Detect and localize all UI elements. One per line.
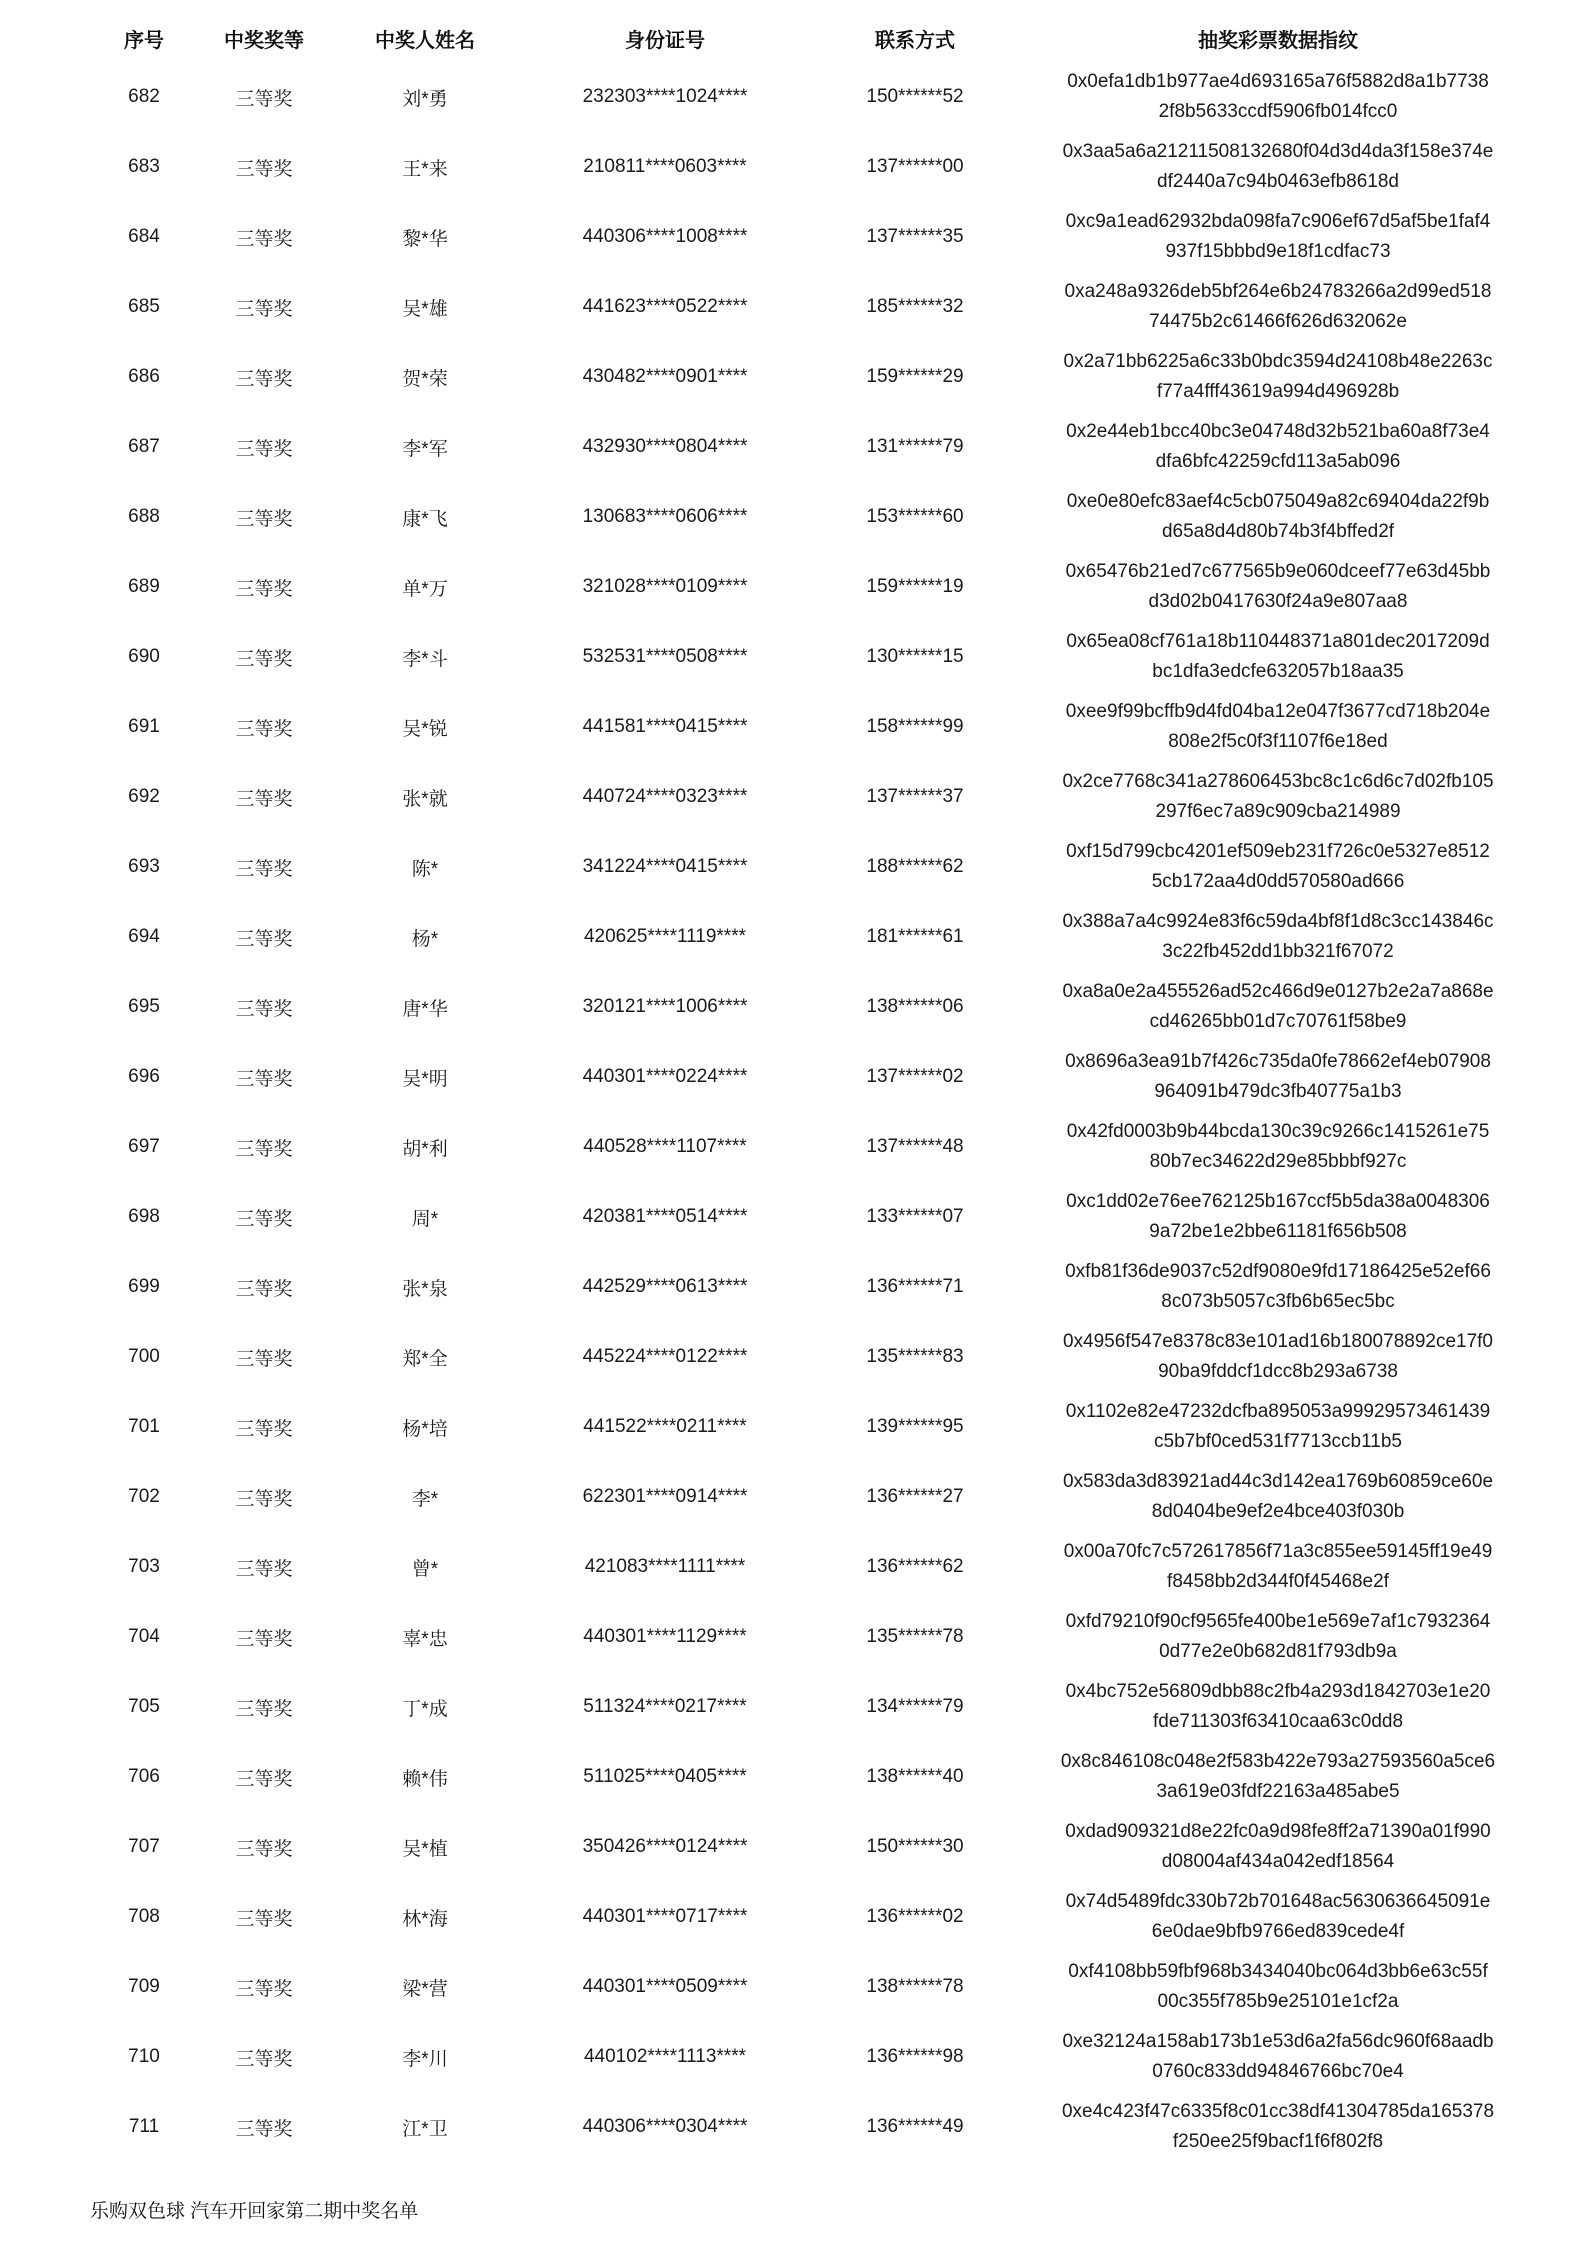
fingerprint-line1: 0x74d5489fdc330b72b701648ac5630636645091e	[1065, 1891, 1491, 1912]
cell-phone: 185******32	[866, 296, 964, 317]
cell-phone: 137******48	[866, 1136, 964, 1157]
cell-prize-tier: 三等奖	[235, 2048, 293, 2070]
cell-ticket-fingerprint	[1040, 762, 1516, 832]
cell-serial: 693	[128, 856, 160, 877]
cell-phone: 136******62	[866, 1556, 964, 1577]
table-row	[70, 902, 1516, 972]
table-row	[70, 1042, 1516, 1112]
cell-winner-name: 吴*植	[402, 1838, 448, 1860]
cell-phone: 137******37	[866, 786, 964, 807]
cell-ticket-fingerprint	[1040, 2092, 1516, 2162]
cell-prize-tier: 三等奖	[235, 1908, 293, 1930]
cell-serial: 707	[128, 1836, 160, 1857]
column-header-prize-tier: 中奖奖等	[224, 29, 304, 52]
table-row	[70, 342, 1516, 412]
fingerprint-line2: 0d77e2e0b682d81f793db9a	[1159, 1641, 1397, 1662]
cell-prize-tier: 三等奖	[235, 228, 293, 250]
cell-serial: 682	[128, 86, 160, 107]
cell-winner-name: 郑*全	[402, 1348, 448, 1370]
cell-serial: 701	[128, 1416, 160, 1437]
cell-serial: 710	[128, 2046, 160, 2067]
table-row	[70, 2022, 1516, 2092]
cell-winner-name: 李*川	[402, 2048, 448, 2070]
table-row	[70, 1322, 1516, 1392]
fingerprint-line1: 0x583da3d83921ad44c3d142ea1769b60859ce60e	[1062, 1471, 1494, 1492]
fingerprint-line1: 0xc1dd02e76ee762125b167ccf5b5da38a0048306	[1066, 1191, 1490, 1212]
cell-prize-tier: 三等奖	[235, 858, 293, 880]
table-row	[70, 1182, 1516, 1252]
fingerprint-line1: 0x8696a3ea91b7f426c735da0fe78662ef4eb07908	[1065, 1051, 1491, 1072]
cell-id-number: 440528****1107****	[583, 1136, 747, 1157]
table-row	[70, 692, 1516, 762]
fingerprint-line1: 0xf15d799cbc4201ef509eb231f726c0e5327e8512	[1066, 841, 1490, 862]
fingerprint-line2: c5b7bf0ced531f7713ccb11b5	[1154, 1431, 1402, 1452]
fingerprint-line1: 0xfb81f36de9037c52df9080e9fd17186425e52ef66	[1065, 1261, 1491, 1282]
cell-winner-name: 康*飞	[402, 508, 448, 530]
cell-ticket-fingerprint	[1040, 2022, 1516, 2092]
fingerprint-line1: 0x2ce7768c341a278606453bc8c1c6d6c7d02fb105	[1062, 771, 1494, 792]
cell-ticket-fingerprint	[1040, 692, 1516, 762]
cell-id-number: 321028****0109****	[582, 576, 748, 597]
table-row	[70, 1882, 1516, 1952]
fingerprint-line2: df2440a7c94b0463efb8618d	[1157, 171, 1399, 192]
fingerprint-line2: 3a619e03fdf22163a485abe5	[1156, 1781, 1400, 1802]
cell-prize-tier: 三等奖	[235, 2118, 293, 2140]
fingerprint-line2: 90ba9fddcf1dcc8b293a6738	[1158, 1361, 1398, 1382]
cell-prize-tier: 三等奖	[235, 788, 293, 810]
table-row	[70, 1112, 1516, 1182]
fingerprint-line2: 0760c833dd94846766bc70e4	[1152, 2061, 1404, 2082]
table-row	[70, 412, 1516, 482]
table-row	[70, 272, 1516, 342]
fingerprint-line1: 0xc9a1ead62932bda098fa7c906ef67d5af5be1faf4	[1065, 211, 1491, 232]
cell-serial: 702	[128, 1486, 160, 1507]
cell-phone: 135******83	[866, 1346, 964, 1367]
cell-ticket-fingerprint	[1040, 1672, 1516, 1742]
cell-serial: 695	[128, 996, 160, 1017]
table-row	[70, 622, 1516, 692]
cell-id-number: 511324****0217****	[583, 1696, 747, 1717]
cell-winner-name: 李*	[411, 1488, 439, 1510]
cell-winner-name: 江*卫	[402, 2118, 448, 2140]
cell-id-number: 232303****1024****	[582, 86, 748, 107]
cell-phone: 130******15	[866, 646, 964, 667]
cell-ticket-fingerprint	[1040, 1252, 1516, 1322]
cell-ticket-fingerprint	[1040, 972, 1516, 1042]
cell-id-number: 130683****0606****	[582, 506, 748, 527]
fingerprint-line2: f250ee25f9bacf1f6f802f8	[1172, 2131, 1384, 2152]
cell-ticket-fingerprint	[1040, 1812, 1516, 1882]
cell-ticket-fingerprint	[1040, 62, 1516, 132]
fingerprint-line1: 0x4956f547e8378c83e101ad16b180078892ce17f0	[1062, 1331, 1494, 1352]
fingerprint-line1: 0xa248a9326deb5bf264e6b24783266a2d99ed518	[1064, 281, 1492, 302]
column-header-id-number: 身份证号	[625, 29, 705, 52]
column-header-phone: 联系方式	[875, 29, 955, 52]
cell-winner-name: 梁*营	[402, 1978, 448, 2000]
cell-serial: 689	[128, 576, 160, 597]
cell-serial: 690	[128, 646, 160, 667]
cell-winner-name: 单*万	[402, 578, 448, 600]
column-header-winner-name: 中奖人姓名	[375, 29, 475, 52]
cell-prize-tier: 三等奖	[235, 1208, 293, 1230]
fingerprint-line2: 3c22fb452dd1bb321f67072	[1162, 941, 1394, 962]
cell-prize-tier: 三等奖	[235, 508, 293, 530]
cell-prize-tier: 三等奖	[235, 1488, 293, 1510]
cell-phone: 150******52	[866, 86, 964, 107]
fingerprint-line1: 0xf4108bb59fbf968b3434040bc064d3bb6e63c55f	[1068, 1961, 1488, 1982]
table-row	[70, 62, 1516, 132]
cell-serial: 711	[128, 2116, 160, 2137]
cell-ticket-fingerprint	[1040, 1322, 1516, 1392]
table-row	[70, 1392, 1516, 1462]
page-footer-caption: 乐购双色球 汽车开回家第二期中奖名单	[90, 2201, 419, 2222]
cell-phone: 136******71	[866, 1276, 964, 1297]
fingerprint-line1: 0xfd79210f90cf9565fe400be1e569e7af1c7932364	[1065, 1611, 1491, 1632]
cell-serial: 697	[128, 1136, 160, 1157]
cell-winner-name: 杨*	[411, 928, 439, 950]
fingerprint-line2: 80b7ec34622d29e85bbbf927c	[1149, 1151, 1407, 1172]
fingerprint-line1: 0x42fd0003b9b44bcda130c39c9266c1415261e75	[1066, 1121, 1490, 1142]
cell-prize-tier: 三等奖	[235, 1838, 293, 1860]
fingerprint-line1: 0x65476b21ed7c677565b9e060dceef77e63d45bb	[1065, 561, 1491, 582]
fingerprint-line2: d08004af434a042edf18564	[1161, 1851, 1395, 1872]
cell-serial: 694	[128, 926, 160, 947]
cell-prize-tier: 三等奖	[235, 928, 293, 950]
cell-winner-name: 吴*锐	[402, 718, 448, 740]
fingerprint-line1: 0x65ea08cf761a18b110448371a801dec2017209d	[1066, 631, 1490, 652]
fingerprint-line1: 0xe4c423f47c6335f8c01cc38df41304785da165378	[1061, 2101, 1495, 2122]
fingerprint-line1: 0x2a71bb6225a6c33b0bdc3594d24108b48e2263c	[1063, 351, 1493, 372]
cell-serial: 703	[128, 1556, 160, 1577]
cell-winner-name: 胡*利	[402, 1138, 448, 1160]
table-row	[70, 1602, 1516, 1672]
cell-phone: 137******00	[866, 156, 964, 177]
cell-id-number: 420381****0514****	[582, 1206, 748, 1227]
cell-phone: 136******49	[866, 2116, 964, 2137]
cell-phone: 139******95	[866, 1416, 964, 1437]
cell-id-number: 440301****1129****	[583, 1626, 747, 1647]
table-row	[70, 1672, 1516, 1742]
cell-serial: 687	[128, 436, 160, 457]
cell-serial: 698	[128, 1206, 160, 1227]
cell-winner-name: 周*	[411, 1208, 439, 1230]
fingerprint-line2: 74475b2c61466f626d632062e	[1149, 311, 1407, 332]
cell-ticket-fingerprint	[1040, 1392, 1516, 1462]
cell-winner-name: 张*就	[402, 788, 448, 810]
cell-ticket-fingerprint	[1040, 1532, 1516, 1602]
fingerprint-line1: 0xe32124a158ab173b1e53d6a2fa56dc960f68aadb	[1062, 2031, 1494, 2052]
cell-id-number: 440306****1008****	[582, 226, 748, 247]
cell-phone: 138******06	[866, 996, 964, 1017]
cell-winner-name: 黎*华	[402, 228, 448, 250]
cell-winner-name: 丁*成	[402, 1698, 448, 1720]
cell-prize-tier: 三等奖	[235, 998, 293, 1020]
fingerprint-line1: 0xe0e80efc83aef4c5cb075049a82c69404da22f9b	[1066, 491, 1490, 512]
cell-serial: 709	[128, 1976, 160, 1997]
fingerprint-line2: bc1dfa3edcfe632057b18aa35	[1152, 661, 1404, 682]
cell-winner-name: 杨*培	[402, 1418, 448, 1440]
cell-ticket-fingerprint	[1040, 552, 1516, 622]
cell-id-number: 440724****0323****	[582, 786, 748, 807]
cell-id-number: 320121****1006****	[582, 996, 748, 1017]
fingerprint-line2: 8c073b5057c3fb6b65ec5bc	[1161, 1291, 1395, 1312]
cell-winner-name: 林*海	[402, 1908, 448, 1930]
cell-winner-name: 曾*	[411, 1558, 439, 1580]
cell-prize-tier: 三等奖	[235, 438, 293, 460]
cell-ticket-fingerprint	[1040, 622, 1516, 692]
cell-ticket-fingerprint	[1040, 902, 1516, 972]
fingerprint-line2: 964091b479dc3fb40775a1b3	[1154, 1081, 1402, 1102]
cell-phone: 133******07	[866, 1206, 964, 1227]
cell-prize-tier: 三等奖	[235, 158, 293, 180]
fingerprint-line2: d3d02b0417630f24a9e807aa8	[1148, 591, 1408, 612]
cell-phone: 158******99	[866, 716, 964, 737]
fingerprint-line2: fde711303f63410caa63c0dd8	[1152, 1711, 1404, 1732]
cell-serial: 708	[128, 1906, 160, 1927]
cell-serial: 696	[128, 1066, 160, 1087]
fingerprint-line2: 808e2f5c0f3f1107f6e18ed	[1168, 731, 1388, 752]
cell-prize-tier: 三等奖	[235, 1768, 293, 1790]
cell-ticket-fingerprint	[1040, 1742, 1516, 1812]
fingerprint-line2: 00c355f785b9e25101e1cf2a	[1157, 1991, 1399, 2012]
fingerprint-line1: 0x00a70fc7c572617856f71a3c855ee59145ff19e49	[1063, 1541, 1493, 1562]
cell-serial: 691	[128, 716, 160, 737]
table-row	[70, 1812, 1516, 1882]
cell-phone: 159******19	[866, 576, 964, 597]
cell-id-number: 210811****0603****	[583, 156, 747, 177]
cell-id-number: 420625****1119****	[583, 926, 746, 947]
cell-id-number: 441623****0522****	[582, 296, 748, 317]
cell-ticket-fingerprint	[1040, 1602, 1516, 1672]
cell-prize-tier: 三等奖	[235, 578, 293, 600]
winners-table	[70, 14, 1516, 2162]
cell-prize-tier: 三等奖	[235, 1418, 293, 1440]
cell-phone: 181******61	[866, 926, 964, 947]
cell-phone: 136******02	[866, 1906, 964, 1927]
fingerprint-line2: cd46265bb01d7c70761f58be9	[1149, 1011, 1407, 1032]
cell-serial: 688	[128, 506, 160, 527]
table-row	[70, 482, 1516, 552]
table-row	[70, 1742, 1516, 1812]
cell-winner-name: 王*来	[402, 158, 448, 180]
cell-phone: 131******79	[866, 436, 964, 457]
cell-prize-tier: 三等奖	[235, 1628, 293, 1650]
cell-ticket-fingerprint	[1040, 1952, 1516, 2022]
cell-id-number: 445224****0122****	[582, 1346, 748, 1367]
table-row	[70, 972, 1516, 1042]
cell-phone: 153******60	[866, 506, 964, 527]
cell-prize-tier: 三等奖	[235, 298, 293, 320]
fingerprint-line2: f8458bb2d344f0f45468e2f	[1167, 1571, 1389, 1592]
cell-ticket-fingerprint	[1040, 1042, 1516, 1112]
cell-ticket-fingerprint	[1040, 202, 1516, 272]
cell-phone: 136******27	[866, 1486, 964, 1507]
fingerprint-line1: 0x3aa5a6a21211508132680f04d3d4da3f158e374e	[1062, 141, 1494, 162]
cell-ticket-fingerprint	[1040, 132, 1516, 202]
fingerprint-line1: 0xa8a0e2a455526ad52c466d9e0127b2e2a7a868e	[1062, 981, 1494, 1002]
cell-ticket-fingerprint	[1040, 272, 1516, 342]
cell-id-number: 511025****0405****	[583, 1766, 747, 1787]
cell-prize-tier: 三等奖	[235, 368, 293, 390]
table-header-row	[70, 14, 1516, 62]
cell-id-number: 440301****0509****	[582, 1976, 748, 1997]
column-header-serial: 序号	[124, 29, 164, 52]
table-row	[70, 202, 1516, 272]
table-row	[70, 552, 1516, 622]
cell-prize-tier: 三等奖	[235, 648, 293, 670]
fingerprint-line2: d65a8d4d80b74b3f4bffed2f	[1161, 521, 1395, 542]
cell-id-number: 440301****0717****	[582, 1906, 748, 1927]
cell-ticket-fingerprint	[1040, 832, 1516, 902]
column-header-ticket-fingerprint: 抽奖彩票数据指纹	[1198, 29, 1358, 52]
cell-id-number: 441581****0415****	[582, 716, 748, 737]
fingerprint-line1: 0x0efa1db1b977ae4d693165a76f5882d8a1b7738	[1067, 71, 1489, 92]
table-row	[70, 2092, 1516, 2162]
cell-ticket-fingerprint	[1040, 482, 1516, 552]
cell-serial: 704	[128, 1626, 160, 1647]
cell-prize-tier: 三等奖	[235, 1978, 293, 2000]
cell-serial: 685	[128, 296, 160, 317]
cell-prize-tier: 三等奖	[235, 1558, 293, 1580]
cell-prize-tier: 三等奖	[235, 718, 293, 740]
table-row	[70, 1952, 1516, 2022]
cell-ticket-fingerprint	[1040, 412, 1516, 482]
cell-winner-name: 李*斗	[402, 648, 448, 670]
cell-winner-name: 吴*雄	[402, 298, 448, 320]
fingerprint-line1: 0xdad909321d8e22fc0a9d98fe8ff2a71390a01f990	[1065, 1821, 1491, 1842]
cell-serial: 706	[128, 1766, 160, 1787]
table-row	[70, 132, 1516, 202]
cell-id-number: 432930****0804****	[582, 436, 748, 457]
cell-serial: 684	[128, 226, 160, 247]
cell-winner-name: 张*泉	[402, 1278, 448, 1300]
cell-id-number: 622301****0914****	[582, 1486, 748, 1507]
cell-id-number: 421083****1111****	[584, 1556, 746, 1577]
fingerprint-line1: 0x388a7a4c9924e83f6c59da4bf8f1d8c3cc143846c	[1062, 911, 1494, 932]
cell-serial: 700	[128, 1346, 160, 1367]
cell-winner-name: 赖*伟	[402, 1768, 448, 1790]
cell-phone: 138******40	[866, 1766, 964, 1787]
fingerprint-line2: 2f8b5633ccdf5906fb014fcc0	[1158, 101, 1398, 122]
cell-id-number: 442529****0613****	[582, 1276, 748, 1297]
cell-prize-tier: 三等奖	[235, 1698, 293, 1720]
cell-phone: 136******98	[866, 2046, 964, 2067]
cell-phone: 138******78	[866, 1976, 964, 1997]
cell-ticket-fingerprint	[1040, 1882, 1516, 1952]
cell-phone: 188******62	[866, 856, 964, 877]
cell-ticket-fingerprint	[1040, 1182, 1516, 1252]
fingerprint-line2: 8d0404be9ef2e4bce403f030b	[1151, 1501, 1405, 1522]
cell-winner-name: 唐*华	[402, 998, 448, 1020]
fingerprint-line2: dfa6bfc42259cfd113a5ab096	[1155, 451, 1401, 472]
table-row	[70, 1532, 1516, 1602]
cell-phone: 159******29	[866, 366, 964, 387]
fingerprint-line2: 297f6ec7a89c909cba214989	[1155, 801, 1401, 822]
cell-id-number: 532531****0508****	[582, 646, 748, 667]
fingerprint-line1: 0x1102e82e47232dcfba895053a99929573461439	[1065, 1401, 1491, 1422]
cell-id-number: 430482****0901****	[582, 366, 748, 387]
table-row	[70, 832, 1516, 902]
fingerprint-line1: 0x8c846108c048e2f583b422e793a27593560a5ce6	[1060, 1751, 1496, 1772]
cell-id-number: 440306****0304****	[582, 2116, 748, 2137]
fingerprint-line2: 6e0dae9bfb9766ed839cede4f	[1151, 1921, 1405, 1942]
cell-phone: 134******79	[866, 1696, 964, 1717]
cell-serial: 705	[128, 1696, 160, 1717]
cell-serial: 692	[128, 786, 160, 807]
cell-ticket-fingerprint	[1040, 1462, 1516, 1532]
cell-prize-tier: 三等奖	[235, 1138, 293, 1160]
table-row	[70, 1252, 1516, 1322]
fingerprint-line2: f77a4fff43619a994d496928b	[1156, 381, 1400, 402]
fingerprint-line1: 0xee9f99bcffb9d4fd04ba12e047f3677cd718b204e	[1065, 701, 1491, 722]
cell-prize-tier: 三等奖	[235, 1348, 293, 1370]
cell-phone: 150******30	[866, 1836, 964, 1857]
cell-phone: 137******02	[866, 1066, 964, 1087]
cell-serial: 683	[128, 156, 160, 177]
cell-id-number: 440102****1113****	[583, 2046, 746, 2067]
cell-ticket-fingerprint	[1040, 1112, 1516, 1182]
cell-id-number: 341224****0415****	[582, 856, 748, 877]
fingerprint-line1: 0x2e44eb1bcc40bc3e04748d32b521ba60a8f73e4	[1066, 421, 1490, 442]
cell-prize-tier: 三等奖	[235, 1278, 293, 1300]
cell-winner-name: 陈*	[411, 858, 439, 880]
cell-prize-tier: 三等奖	[235, 88, 293, 110]
cell-winner-name: 辜*忠	[402, 1628, 448, 1650]
cell-winner-name: 李*军	[402, 438, 448, 460]
cell-ticket-fingerprint	[1040, 342, 1516, 412]
cell-winner-name: 刘*勇	[402, 88, 448, 110]
cell-id-number: 350426****0124****	[582, 1836, 748, 1857]
cell-phone: 137******35	[866, 226, 964, 247]
fingerprint-line2: 9a72be1e2bbe61181f656b508	[1149, 1221, 1407, 1242]
cell-id-number: 440301****0224****	[582, 1066, 748, 1087]
table-row	[70, 1462, 1516, 1532]
cell-id-number: 441522****0211****	[583, 1416, 747, 1437]
fingerprint-line2: 937f15bbbd9e18f1cdfac73	[1165, 241, 1391, 262]
table-row	[70, 762, 1516, 832]
cell-serial: 699	[128, 1276, 160, 1297]
cell-winner-name: 贺*荣	[402, 368, 448, 390]
fingerprint-line2: 5cb172aa4d0dd570580ad666	[1151, 871, 1405, 892]
cell-winner-name: 吴*明	[402, 1068, 448, 1090]
cell-serial: 686	[128, 366, 160, 387]
fingerprint-line1: 0x4bc752e56809dbb88c2fb4a293d1842703e1e20	[1065, 1681, 1491, 1702]
cell-phone: 135******78	[866, 1626, 964, 1647]
cell-prize-tier: 三等奖	[235, 1068, 293, 1090]
